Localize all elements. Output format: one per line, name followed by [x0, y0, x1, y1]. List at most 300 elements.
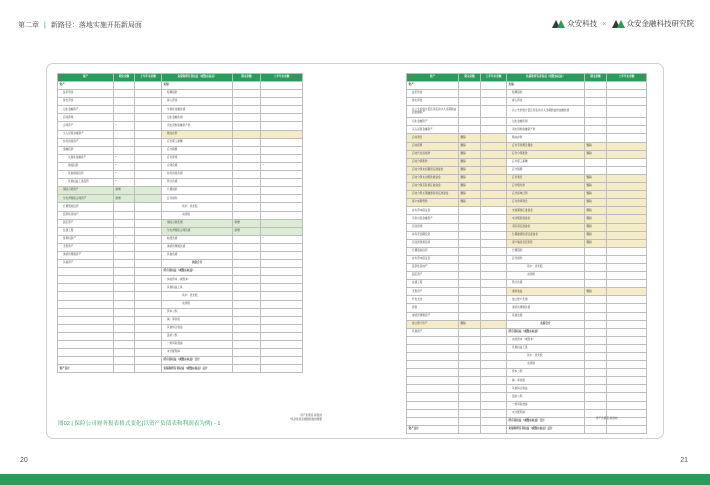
table-cell: 吸收存款 — [507, 134, 585, 142]
table-cell — [135, 154, 162, 162]
table-cell — [585, 98, 607, 106]
table-cell — [607, 166, 647, 174]
table-cell: 资本公积 — [507, 369, 585, 377]
table-cell — [114, 90, 135, 98]
table-cell — [459, 425, 481, 433]
table-cell — [135, 349, 162, 357]
table-cell: 删除 — [585, 223, 607, 231]
table-cell — [607, 425, 647, 433]
table-cell: 删除 — [459, 166, 481, 174]
table-row — [407, 272, 647, 280]
table-cell — [261, 260, 303, 268]
table-cell — [233, 171, 261, 179]
table-cell — [261, 130, 303, 138]
table-row — [407, 247, 647, 255]
table-cell — [607, 320, 647, 328]
table-cell: 其他权益工具 — [507, 344, 585, 352]
table-cell — [114, 276, 135, 284]
table-cell: 负债和所有者权益（或股东权益）总计 — [162, 365, 233, 373]
table-cell — [233, 138, 261, 146]
table-cell: 保险合同资产 — [58, 187, 114, 195]
table-cell — [58, 349, 114, 357]
table-cell — [233, 324, 261, 332]
table-cell — [135, 82, 162, 90]
table-cell: 衍生金融资产 — [407, 118, 459, 126]
table-cell — [114, 324, 135, 332]
table-cell — [261, 357, 303, 365]
table-cell — [261, 268, 303, 276]
table-cell — [114, 82, 135, 90]
table-row — [58, 276, 303, 284]
table-cell: 分出再保险合同负债 — [162, 227, 233, 235]
table-row — [58, 219, 303, 227]
table-cell — [261, 138, 303, 146]
table-cell — [481, 320, 507, 328]
table-cell: 拆入资金 — [162, 98, 233, 106]
balance-sheet-table-old — [406, 73, 647, 434]
table-cell: 应收款项 — [58, 114, 114, 122]
column-header: 期末余额 — [114, 74, 135, 82]
table-cell — [585, 320, 607, 328]
table-cell — [135, 284, 162, 292]
table-row — [407, 369, 647, 377]
table-cell: 长期借款 — [162, 187, 233, 195]
table-row — [407, 401, 647, 409]
table-cell — [233, 162, 261, 170]
table-cell: 投资性房地产 — [58, 211, 114, 219]
table-cell: 其中：优先股 — [507, 353, 585, 361]
table-cell — [481, 223, 507, 231]
table-cell — [585, 280, 607, 288]
table-cell — [585, 401, 607, 409]
table-cell — [261, 114, 303, 122]
table-cell: 减：库存股 — [162, 316, 233, 324]
table-cell: 存出资本保证金 — [407, 255, 459, 263]
table-row — [407, 425, 647, 433]
table-cell — [481, 409, 507, 417]
table-row — [58, 154, 303, 162]
table-cell — [459, 263, 481, 271]
table-cell — [481, 166, 507, 174]
column-header: 期末余额 — [585, 74, 607, 82]
table-row — [407, 255, 647, 263]
table-cell — [481, 174, 507, 182]
balance-sheet-table-new — [57, 73, 303, 373]
table-cell — [114, 130, 135, 138]
table-cell — [114, 227, 135, 235]
table-cell: 资产总计 — [58, 365, 114, 373]
table-cell — [135, 324, 162, 332]
table-row — [407, 174, 647, 182]
table-cell: 删除 — [585, 150, 607, 158]
table-cell — [261, 195, 303, 203]
table-cell — [233, 276, 261, 284]
table-cell — [135, 130, 162, 138]
table-row — [58, 162, 303, 170]
table-cell — [135, 171, 162, 179]
table-row — [58, 195, 303, 203]
table-cell: * — [114, 171, 135, 179]
table-cell — [607, 191, 647, 199]
table-cell — [481, 207, 507, 215]
table-cell: 其他资产 — [407, 328, 459, 336]
table-cell — [233, 114, 261, 122]
table-cell: 应付手续费及佣金 — [507, 142, 585, 150]
table-cell — [233, 357, 261, 365]
table-row — [58, 98, 303, 106]
table-cell — [261, 187, 303, 195]
table-cell — [261, 300, 303, 308]
table-row — [407, 118, 647, 126]
table-cell: 删除 — [459, 199, 481, 207]
table-cell: * — [114, 235, 135, 243]
table-cell: 负债： — [162, 82, 233, 90]
table-cell — [261, 82, 303, 90]
table-cell — [607, 134, 647, 142]
table-row — [407, 90, 647, 98]
table-cell — [481, 425, 507, 433]
table-cell — [481, 304, 507, 312]
table-cell: 新增 — [114, 187, 135, 195]
table-cell — [585, 247, 607, 255]
table-cell — [607, 223, 647, 231]
table-cell — [261, 203, 303, 211]
table-row — [407, 199, 647, 207]
table-cell — [585, 255, 607, 263]
table-cell — [585, 353, 607, 361]
table-cell — [114, 268, 135, 276]
table-row — [407, 361, 647, 369]
table-row — [407, 142, 647, 150]
table-note-right: 资产负债表-新准则 — [596, 417, 618, 420]
table-cell — [459, 296, 481, 304]
table-cell: 资产总计 — [407, 425, 459, 433]
table-cell — [607, 199, 647, 207]
table-cell — [481, 401, 507, 409]
table-cell — [459, 344, 481, 352]
table-row — [407, 304, 647, 312]
table-cell — [114, 138, 135, 146]
brand-b: 众安金融科技研究院 — [626, 19, 694, 28]
table-cell: 长期健康险责任准备金 — [507, 231, 585, 239]
table-cell — [459, 288, 481, 296]
table-cell: 删除 — [459, 191, 481, 199]
table-row — [407, 239, 647, 247]
table-cell: 买入返售金融资产 — [407, 126, 459, 134]
table-cell: 删除 — [459, 183, 481, 191]
table-cell — [233, 154, 261, 162]
table-cell — [481, 126, 507, 134]
table-cell — [607, 393, 647, 401]
table-cell — [481, 344, 507, 352]
table-row — [407, 231, 647, 239]
table-row — [58, 324, 303, 332]
table-cell — [481, 296, 507, 304]
table-cell — [407, 409, 459, 417]
table-cell — [135, 260, 162, 268]
table-cell: 其他资产 — [58, 260, 114, 268]
table-cell — [585, 336, 607, 344]
table-cell — [607, 328, 647, 336]
table-cell — [114, 292, 135, 300]
table-cell — [607, 353, 647, 361]
column-header: 负债和所有者权益（或股东权益） — [507, 74, 585, 82]
table-cell: 未决赔款准备金 — [507, 215, 585, 223]
table-cell — [135, 187, 162, 195]
table-cell — [58, 308, 114, 316]
table-cell — [58, 268, 114, 276]
table-cell: 应收代位追偿款 — [407, 150, 459, 158]
table-cell: 一般风险准备 — [162, 341, 233, 349]
table-cell: 应收利息 — [407, 134, 459, 142]
table-cell: 固定资产 — [407, 272, 459, 280]
table-cell — [114, 219, 135, 227]
table-cell — [135, 300, 162, 308]
table-row — [58, 114, 303, 122]
table-cell — [261, 251, 303, 259]
table-cell: 保户质押贷款 — [407, 199, 459, 207]
table-cell: 债权投资 — [58, 162, 114, 170]
table-cell — [585, 385, 607, 393]
table-cell: 未到期责任准备金 — [507, 207, 585, 215]
table-cell — [481, 118, 507, 126]
table-cell — [607, 126, 647, 134]
table-cell — [459, 207, 481, 215]
table-cell: 独立账户资产 — [407, 320, 459, 328]
table-cell — [135, 219, 162, 227]
table-cell — [585, 126, 607, 134]
table-cell — [607, 150, 647, 158]
table-cell — [135, 251, 162, 259]
table-cell: 应收款项 — [407, 223, 459, 231]
table-cell — [585, 328, 607, 336]
table-cell — [481, 106, 507, 118]
table-cell: 无形资产 — [407, 288, 459, 296]
table-row — [407, 312, 647, 320]
table-cell: 其他综合收益 — [507, 385, 585, 393]
table-cell — [607, 239, 647, 247]
table-cell: 应付赔付款 — [507, 183, 585, 191]
table-cell: 应付款项 — [162, 154, 233, 162]
table-row — [407, 215, 647, 223]
table-row — [407, 288, 647, 296]
table-cell — [135, 341, 162, 349]
table-cell — [114, 349, 135, 357]
table-cell — [135, 292, 162, 300]
table-cell — [261, 122, 303, 130]
table-cell — [233, 251, 261, 259]
table-cell: 永续债 — [507, 272, 585, 280]
table-cell — [607, 361, 647, 369]
table-row — [58, 211, 303, 219]
column-header: 上年年末余额 — [261, 74, 303, 82]
table-cell — [607, 247, 647, 255]
table-cell — [607, 377, 647, 385]
table-cell — [114, 211, 135, 219]
table-cell: 所有者权益（或股东权益）： — [507, 328, 585, 336]
table-cell: 合同负债 — [162, 162, 233, 170]
table-cell: 预计负债 — [162, 179, 233, 187]
column-header: 期末余额 — [233, 74, 261, 82]
table-cell — [58, 332, 114, 340]
table-cell — [607, 90, 647, 98]
table-cell: 拆出资金 — [58, 98, 114, 106]
table-cell: 应收分保账款 — [407, 158, 459, 166]
table-cell — [135, 365, 162, 373]
table-row — [407, 158, 647, 166]
table-cell — [459, 90, 481, 98]
table-cell — [607, 272, 647, 280]
table-cell — [261, 332, 303, 340]
table-cell — [607, 401, 647, 409]
table-cell — [233, 98, 261, 106]
table-row — [58, 316, 303, 324]
table-cell — [233, 106, 261, 114]
table-cell — [481, 385, 507, 393]
table-cell — [135, 179, 162, 187]
table-cell — [459, 247, 481, 255]
table-cell — [135, 227, 162, 235]
chapter-title: 新路径：落地实施开拓新局面 — [50, 22, 142, 29]
table-cell — [233, 146, 261, 154]
table-cell — [585, 106, 607, 118]
table-cell — [135, 98, 162, 106]
table-cell: 在建工程 — [58, 227, 114, 235]
table-cell — [135, 211, 162, 219]
table-cell — [261, 154, 303, 162]
table-cell — [233, 284, 261, 292]
table-cell — [233, 349, 261, 357]
table-cell — [261, 308, 303, 316]
table-row — [58, 300, 303, 308]
table-cell: 删除 — [459, 174, 481, 182]
table-cell — [459, 417, 481, 425]
table-cell — [607, 369, 647, 377]
table-cell — [481, 417, 507, 425]
table-cell: 短期借款 — [162, 90, 233, 98]
table-cell — [459, 393, 481, 401]
table-cell — [114, 114, 135, 122]
table-row — [407, 263, 647, 271]
table-cell — [114, 106, 135, 114]
table-cell — [261, 292, 303, 300]
table-row — [407, 150, 647, 158]
table-cell — [481, 82, 507, 90]
table-cell: 卖出回购金融资产款 — [507, 126, 585, 134]
table-cell — [481, 150, 507, 158]
table-cell — [481, 98, 507, 106]
table-cell — [481, 255, 507, 263]
table-cell — [233, 292, 261, 300]
table-cell — [607, 280, 647, 288]
table-cell: 删除 — [459, 150, 481, 158]
table-cell: 一般风险准备 — [507, 401, 585, 409]
table-row — [407, 320, 647, 328]
table-cell — [607, 82, 647, 90]
table-header-row — [58, 74, 303, 82]
header-separator: | — [44, 22, 46, 29]
column-header: 上年年末余额 — [607, 74, 647, 82]
table-row — [58, 243, 303, 251]
table-row — [407, 223, 647, 231]
table-cell — [481, 158, 507, 166]
table-cell: 资产： — [407, 82, 459, 90]
table-row — [407, 280, 647, 288]
table-cell — [114, 300, 135, 308]
table-cell — [135, 357, 162, 365]
table-cell — [459, 82, 481, 90]
table-cell — [407, 361, 459, 369]
table-row — [58, 357, 303, 365]
table-cell — [585, 304, 607, 312]
table-cell — [261, 349, 303, 357]
table-cell — [135, 316, 162, 324]
table-cell: 删除 — [585, 199, 607, 207]
table-cell — [585, 312, 607, 320]
table-row — [407, 166, 647, 174]
table-cell — [481, 369, 507, 377]
table-row — [407, 106, 647, 118]
table-row — [407, 393, 647, 401]
table-row — [58, 187, 303, 195]
table-row — [58, 82, 303, 90]
table-row — [58, 179, 303, 187]
table-cell — [459, 118, 481, 126]
table-cell: 长期股权投资 — [58, 203, 114, 211]
table-cell — [233, 341, 261, 349]
table-cell — [481, 142, 507, 150]
column-header: 资产 — [407, 74, 459, 82]
table-cell: 衍生金融资产 — [58, 106, 114, 114]
table-cell — [233, 90, 261, 98]
table-cell — [135, 235, 162, 243]
table-cell — [459, 401, 481, 409]
table-cell — [407, 385, 459, 393]
table-cell: 应付保单红利 — [507, 191, 585, 199]
table-cell — [135, 114, 162, 122]
table-cell: 递延收益 — [507, 288, 585, 296]
table-cell — [114, 316, 135, 324]
table-cell — [233, 365, 261, 373]
table-cell: 其他债权投资 — [58, 171, 114, 179]
table-row — [58, 260, 303, 268]
table-row — [407, 126, 647, 134]
table-row — [58, 341, 303, 349]
column-header: 负债和所有者权益（或股东权益） — [162, 74, 233, 82]
figure-caption: 图02 | 保险公司财务报表格式变化(以资产负债表和利润表为例) - 1 — [58, 421, 221, 427]
table-row — [407, 191, 647, 199]
table-cell — [607, 183, 647, 191]
table-cell — [233, 187, 261, 195]
table-cell — [459, 312, 481, 320]
table-cell — [459, 353, 481, 361]
table-cell: 删除 — [585, 174, 607, 182]
column-header: 资产 — [58, 74, 114, 82]
table-cell: 其他综合收益 — [162, 324, 233, 332]
column-header: 上年年末余额 — [481, 74, 507, 82]
brand-header — [552, 18, 694, 29]
table-cell — [114, 243, 135, 251]
table-cell — [233, 300, 261, 308]
table-cell — [114, 332, 135, 340]
table-row — [58, 146, 303, 154]
table-cell — [114, 203, 135, 211]
table-row — [58, 268, 303, 276]
table-cell — [233, 316, 261, 324]
table-row — [407, 385, 647, 393]
table-cell — [459, 239, 481, 247]
table-cell — [261, 243, 303, 251]
